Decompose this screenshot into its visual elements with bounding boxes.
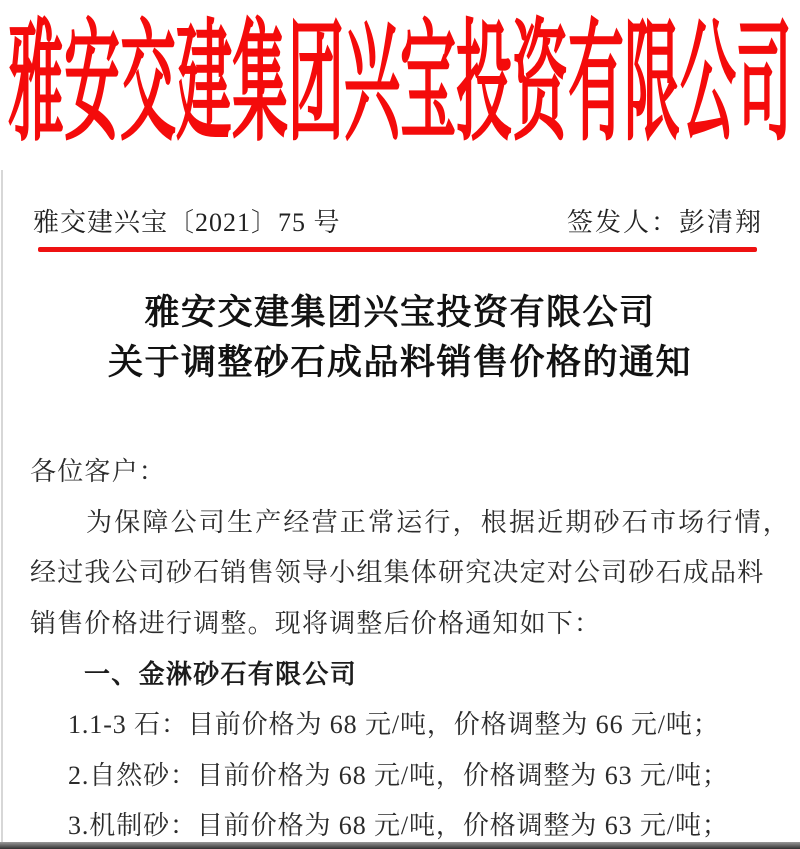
issuer-name: 彭清翔 (678, 208, 763, 237)
paragraph-line: 为保障公司生产经营正常运行，根据近期砂石市场行情， (86, 507, 792, 537)
doc-number: 雅交建兴宝〔2021〕75 号 (33, 208, 341, 237)
red-divider-line (38, 247, 757, 252)
scan-edge-artifact-left (1, 170, 3, 849)
issuer-label: 签发人： (566, 208, 679, 237)
letterhead-company-name: 雅安交建集团兴宝投资有限公司 (8, 12, 792, 159)
paragraph-line: 经过我公司砂石销售领导小组集体研究决定对公司砂石成品料 (30, 558, 765, 588)
issuer (567, 202, 763, 239)
document-title (0, 288, 800, 388)
section-heading: 一、金淋砂石有限公司 (84, 659, 358, 690)
price-item: 3.机制砂：目前价格为 68 元/吨，价格调整为 63 元/吨； (68, 811, 729, 841)
price-item: 1.1-3 石：目前价格为 68 元/吨，价格调整为 66 元/吨； (68, 709, 720, 739)
price-item: 2.自然砂：目前价格为 68 元/吨，价格调整为 63 元/吨； (68, 760, 729, 790)
salutation: 各位客户： (30, 457, 167, 486)
doc-number-row (33, 202, 763, 239)
title-line-2: 关于调整砂石成品料销售价格的通知 (107, 343, 692, 382)
document-body (30, 447, 792, 849)
title-line-1: 雅安交建集团兴宝投资有限公司 (144, 293, 656, 332)
scan-edge-artifact-bottom (0, 842, 800, 849)
paragraph-line: 销售价格进行调整。现将调整后价格通知如下： (30, 608, 602, 638)
